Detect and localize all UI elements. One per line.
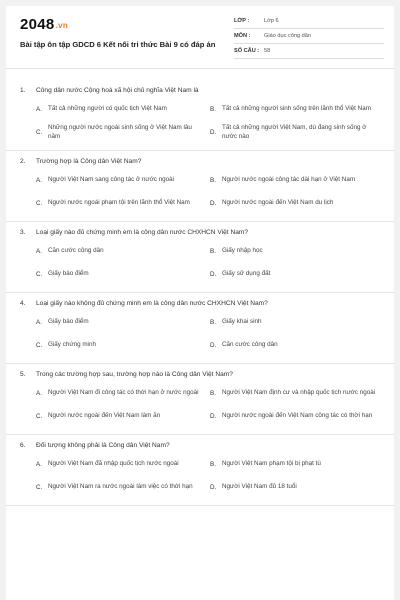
question-item [6, 151, 394, 222]
option-text: Giấy báo điểm [48, 270, 89, 278]
option-letter: A. [36, 319, 42, 326]
option-text: Giấy nhập học [222, 247, 263, 255]
option-letter: D. [210, 342, 217, 349]
option-text: Người nước ngoài phạm tội trên lãnh thổ Việt Nam [48, 199, 190, 207]
option-letter: A. [36, 106, 42, 113]
site-logo[interactable] [20, 16, 68, 33]
meta-count-value: 58 [264, 48, 271, 54]
logo-number: 2048 [20, 16, 55, 33]
option-text: Tất cả những người Việt Nam, dù đang sinh sống ở nước nào [222, 123, 367, 140]
question-number: 4. [20, 300, 26, 307]
question-number: 2. [20, 158, 26, 165]
question-number: 6. [20, 442, 26, 449]
option-letter: D. [210, 200, 217, 207]
option-text: Giấy sử dụng đất [222, 270, 271, 278]
option-d[interactable] [210, 405, 384, 428]
option-text: Người Việt Nam ra nước ngoài làm việc có thời hạn [48, 483, 193, 491]
meta-table [234, 14, 384, 59]
option-text: Người Việt Nam sang công tác ở nước ngoài [48, 176, 175, 184]
question-number: 5. [20, 371, 26, 378]
meta-subject-value: Giáo dục công dân [264, 33, 311, 39]
option-a[interactable] [36, 453, 210, 476]
option-grid [6, 240, 394, 286]
option-letter: B. [210, 248, 216, 255]
option-letter: B. [210, 461, 216, 468]
option-letter: B. [210, 319, 216, 326]
question-stem [6, 300, 394, 307]
option-letter: C. [36, 271, 43, 278]
question-stem [6, 442, 394, 449]
option-letter: C. [36, 413, 43, 420]
option-c[interactable] [36, 476, 210, 499]
option-d[interactable] [210, 263, 384, 286]
option-grid [6, 98, 394, 144]
document-page [6, 6, 394, 600]
option-c[interactable] [36, 192, 210, 215]
option-letter: C. [36, 484, 43, 491]
option-a[interactable] [36, 311, 210, 334]
option-letter: C. [36, 200, 43, 207]
option-a[interactable] [36, 98, 210, 121]
logo-suffix: .vn [55, 21, 69, 30]
question-number: 3. [20, 229, 26, 236]
option-d[interactable] [210, 192, 384, 215]
question-text: Trường hợp là Công dân Việt Nam? [36, 158, 142, 165]
option-text: Căn cước công dân [48, 247, 104, 255]
question-number: 1. [20, 87, 26, 94]
option-letter: D. [210, 271, 217, 278]
option-text: Tất cả những người có quốc tịch Việt Nam [48, 105, 167, 113]
option-b[interactable] [210, 453, 384, 476]
option-text: Người Việt Nam đã nhập quốc tịch nước ngoài [48, 460, 179, 468]
option-grid [6, 169, 394, 215]
option-b[interactable] [210, 98, 384, 121]
question-item [6, 293, 394, 364]
option-text: Căn cước công dân [222, 341, 278, 349]
option-b[interactable] [210, 240, 384, 263]
question-text: Công dân nước Cộng hoà xã hội chủ nghĩa Việt Nam là [36, 87, 199, 94]
option-grid [6, 311, 394, 357]
option-grid [6, 453, 394, 499]
document-header [6, 6, 394, 69]
option-letter: A. [36, 248, 42, 255]
option-letter: A. [36, 177, 42, 184]
option-letter: C. [36, 342, 43, 349]
option-text: Người Việt Nam định cư và nhập quốc tịch nước ngoài [222, 389, 376, 397]
option-c[interactable] [36, 334, 210, 357]
option-letter: B. [210, 390, 216, 397]
option-a[interactable] [36, 382, 210, 405]
option-letter: D. [210, 129, 217, 136]
question-list [6, 80, 394, 506]
meta-count-label: SỐ CÂU : [234, 48, 260, 54]
option-text: Giấy báo điểm [48, 318, 89, 326]
question-text: Đối tượng không phải là Công dân Việt Nam? [36, 442, 170, 449]
option-text: Người nước ngoài đến Việt Nam công tác có thời hạn [222, 412, 373, 420]
option-d[interactable] [210, 476, 384, 499]
option-text: Người nước ngoài đến Việt Nam du lịch [222, 199, 334, 207]
option-text: Người nước ngoài đến Việt Nam làm ăn [48, 412, 161, 420]
question-stem [6, 229, 394, 236]
question-text: Loại giấy nào không đủ chứng minh em là công dân nước CHXHCN Việt Nam? [36, 300, 268, 307]
option-letter: D. [210, 413, 217, 420]
option-letter: A. [36, 390, 42, 397]
option-text: Tất cả những người sinh sống trên lãnh thổ Việt Nam [222, 105, 371, 113]
option-c[interactable] [36, 405, 210, 428]
option-b[interactable] [210, 311, 384, 334]
option-text: Người Việt Nam đủ 18 tuổi [222, 483, 297, 491]
option-d[interactable] [210, 121, 384, 144]
option-letter: B. [210, 106, 216, 113]
option-letter: D. [210, 484, 217, 491]
option-letter: A. [36, 461, 42, 468]
option-text: Người nước ngoài công tác dài hạn ở Việt Nam [222, 176, 356, 184]
option-a[interactable] [36, 169, 210, 192]
meta-row-subject [234, 29, 384, 44]
meta-subject-label: MÔN : [234, 33, 251, 39]
option-letter: B. [210, 177, 216, 184]
question-item [6, 364, 394, 435]
meta-class-value: Lớp 6 [264, 18, 279, 24]
question-item [6, 435, 394, 506]
question-stem [6, 158, 394, 165]
option-text: Giấy chứng minh [48, 341, 96, 349]
option-text: Những người nước ngoài sinh sống ở Việt Nam lâu năm [48, 123, 192, 140]
question-text: Trong các trường hợp sau, trường hợp nào là Công dân Việt Nam? [36, 371, 233, 378]
meta-class-label: LỚP : [234, 18, 250, 24]
question-stem [6, 87, 394, 94]
option-text: Giấy khai sinh [222, 318, 262, 326]
question-text: Loại giấy nào đủ chứng minh em là công dân nước CHXHCN Việt Nam? [36, 229, 249, 236]
meta-row-count [234, 44, 384, 59]
option-letter: C. [36, 129, 43, 136]
option-b[interactable] [210, 382, 384, 405]
option-c[interactable] [36, 263, 210, 286]
question-stem [6, 371, 394, 378]
document-title: Bài tập ôn tập GDCD 6 Kết nối tri thức Bài 9 có đáp án [20, 40, 216, 49]
option-b[interactable] [210, 169, 384, 192]
meta-row-class [234, 14, 384, 29]
option-d[interactable] [210, 334, 384, 357]
option-a[interactable] [36, 240, 210, 263]
question-item [6, 80, 394, 151]
question-item [6, 222, 394, 293]
option-grid [6, 382, 394, 428]
option-c[interactable] [36, 121, 210, 144]
option-text: Người Việt Nam đi công tác có thời hạn ở nước ngoài [48, 389, 199, 397]
option-text: Người Việt Nam phạm tội bị phạt tù [222, 460, 321, 468]
